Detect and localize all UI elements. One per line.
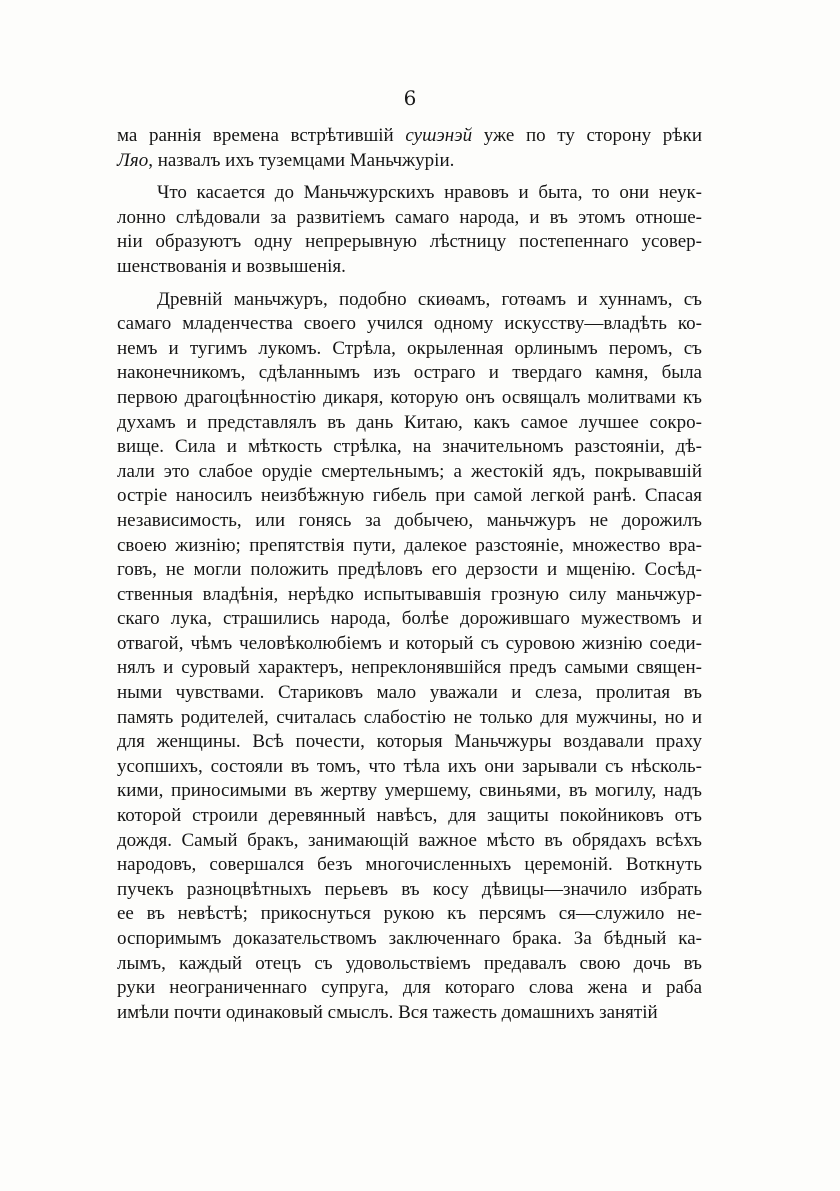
text-line	[117, 181, 702, 206]
text-segment: руки неограниченнаго супруга, для котораго слова жена и раба	[117, 977, 702, 999]
text-line	[117, 853, 702, 878]
text-segment: ма раннія времена встрѣтившій	[117, 125, 406, 146]
text-segment: лонно слѣдовали за развитіемъ самаго народа, и въ этомъ отноше-	[117, 206, 702, 228]
text-segment: вище. Сила и мѣткость стрѣлка, на значительномъ разстояніи, дѣ-	[117, 436, 702, 458]
text-line	[117, 681, 702, 706]
text-segment: наконечникомъ, сдѣланнымъ изъ остраго и твердаго камня, была	[117, 362, 702, 384]
text-segment: ніи образуютъ одну непрерывную лѣстницу постепеннаго усовер-	[117, 231, 702, 253]
text-segment: нялъ и суровый характеръ, непреклонявшійся предъ самыми священ-	[117, 657, 702, 679]
text-line	[117, 534, 702, 559]
text-line	[117, 361, 702, 386]
text-segment: пучекъ разноцвѣтныхъ перьевъ въ косу дѣвицы—значило избрать	[117, 878, 702, 900]
text-segment: первою драгоцѣнностію дикаря, которую онъ освящалъ молитвами къ	[117, 386, 702, 408]
text-segment: своею жизнію; препятствія пути, далекое разстояніе, множество вра-	[117, 534, 702, 556]
text-segment: память родителей, считалась слабостію не только для мужчины, но и	[117, 706, 702, 728]
text-line	[117, 386, 702, 411]
text-segment: лали это слабое орудіе смертельнымъ; а жестокій ядъ, покрывавшій	[117, 460, 702, 482]
italic-term: сушэнэй	[405, 125, 473, 146]
text-segment: ными чувствами. Стариковъ мало уважали и слеза, пролитая въ	[117, 682, 702, 704]
text-segment: самаго младенчества своего учился одному искусству—владѣть ко-	[117, 313, 702, 335]
text-segment: оспоримымъ доказательствомъ заключеннаго брака. За бѣдный ка-	[117, 928, 702, 949]
text-line	[117, 976, 702, 1001]
text-segment: остріе наносилъ неизбѣжную гибель при самой легкой ранѣ. Спасая	[117, 485, 702, 507]
text-segment: ственныя владѣнія, нерѣдко испытывавшія грозную силу маньчжур-	[117, 583, 702, 605]
text-line	[117, 730, 702, 755]
text-line	[117, 583, 702, 608]
text-line	[117, 460, 702, 485]
text-line	[117, 435, 702, 460]
paragraph	[117, 181, 702, 279]
text-segment: народовъ, совершался безъ многочисленныхъ церемоній. Воткнуть	[117, 854, 702, 876]
text-segment: имѣли почти одинаковый смыслъ. Вся тажесть домашнихъ занятій	[117, 1001, 658, 1023]
text-segment: духамъ и представлялъ въ дань Китаю, какъ самое лучшее сокро-	[117, 411, 702, 433]
text-line	[117, 755, 702, 780]
text-line	[117, 337, 702, 362]
text-segment: которой строили деревянный навѣсъ, для защиты покойниковъ отъ	[117, 805, 702, 827]
text-segment: немъ и тугимъ лукомъ. Стрѣла, окрыленная орлинымъ перомъ, съ	[117, 337, 702, 359]
text-segment: Древній маньчжуръ, подобно скиѳамъ, готѳамъ и хуннамъ, съ	[157, 288, 702, 310]
text-segment: шенствованія и возвышенія.	[117, 255, 346, 277]
text-segment: ее въ невѣстѣ; прикоснуться рукою къ персямъ ся—служило не-	[117, 903, 702, 925]
text-line	[117, 509, 702, 534]
text-line	[117, 829, 702, 854]
text-line	[117, 779, 702, 804]
text-segment: отвагой, чѣмъ человѣколюбіемъ и который съ суровою жизнію соеди-	[117, 632, 702, 654]
text-line	[117, 149, 702, 174]
text-segment: дождя. Самый бракъ, занимающій важное мѣсто въ обрядахъ всѣхъ	[117, 829, 702, 851]
italic-term: Ляо	[117, 149, 149, 171]
text-segment: , назвалъ ихъ туземцами Маньчжуріи.	[148, 149, 455, 171]
text-segment: говъ, не могли положить предѣловъ его дерзости и мщенію. Сосѣд-	[117, 559, 702, 581]
text-line	[117, 1001, 702, 1026]
page-number: 6	[403, 86, 417, 110]
text-line	[117, 706, 702, 731]
text-line	[117, 230, 702, 255]
text-segment: уже по ту сторону рѣки	[472, 125, 702, 146]
text-line	[117, 952, 702, 977]
text-segment: усопшихъ, состояли въ томъ, что тѣла ихъ они зарывали съ нѣсколь-	[117, 755, 702, 777]
text-line	[117, 411, 702, 436]
text-segment: Что касается до Маньчжурскихъ нравовъ и быта, то они неук-	[157, 182, 702, 204]
paragraph	[117, 124, 702, 173]
text-line	[117, 312, 702, 337]
text-line	[117, 255, 702, 280]
text-line	[117, 632, 702, 657]
text-segment: скаго лука, страшились народа, болѣе дорожившаго мужествомъ и	[117, 608, 702, 630]
text-line	[117, 656, 702, 681]
text-line	[117, 927, 702, 952]
body-text	[117, 124, 702, 1033]
paragraph	[117, 288, 702, 1026]
text-line	[117, 206, 702, 231]
text-line	[117, 484, 702, 509]
text-segment: кими, приносимыми въ жертву умершему, свиньями, въ могилу, надъ	[117, 780, 702, 802]
text-segment: лымъ, каждый отецъ съ удовольствіемъ предавалъ свою дочь въ	[117, 952, 702, 974]
text-line	[117, 878, 702, 903]
text-segment: для женщины. Всѣ почести, которыя Маньчжуры воздавали праху	[117, 731, 702, 753]
text-line	[117, 804, 702, 829]
text-line	[117, 902, 702, 927]
text-line	[117, 288, 702, 313]
text-line	[117, 607, 702, 632]
text-line	[117, 124, 702, 149]
text-segment: независимость, или гонясь за добычею, маньчжуръ не дорожилъ	[117, 509, 702, 531]
text-line	[117, 558, 702, 583]
